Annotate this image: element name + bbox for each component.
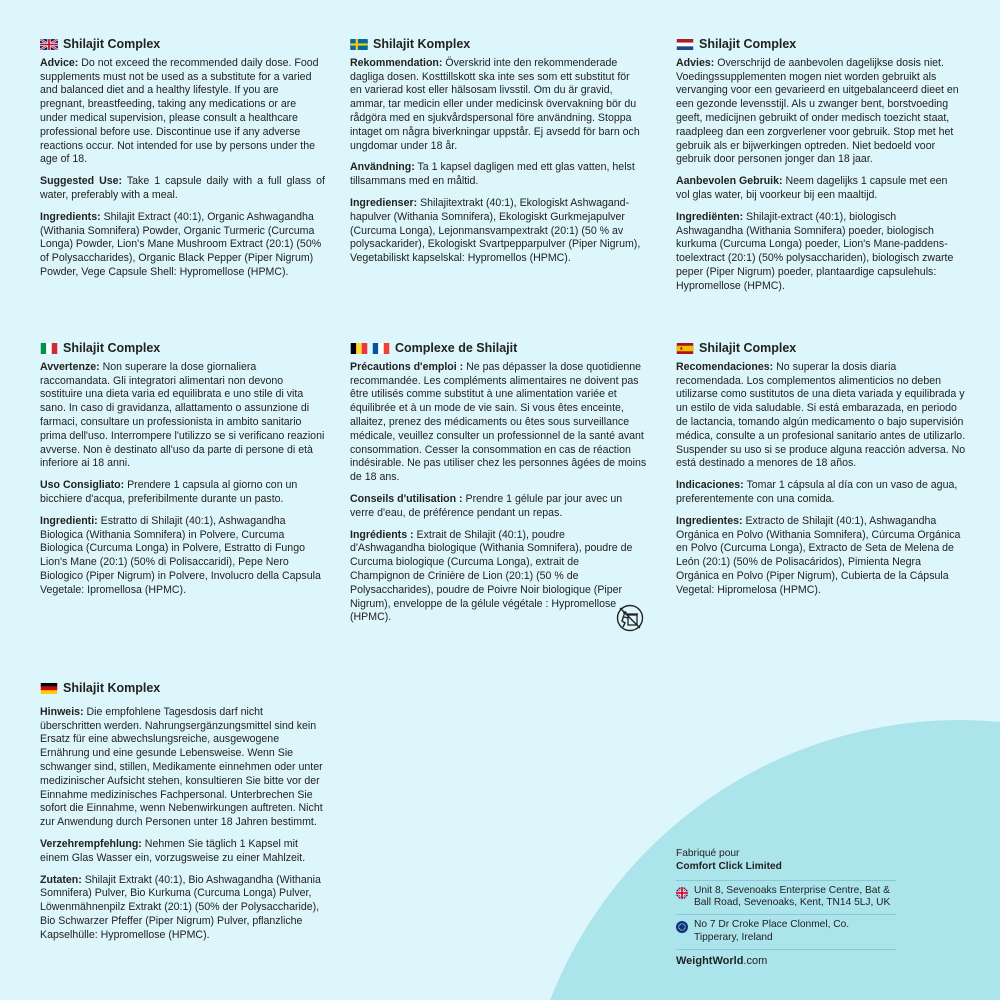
french-ingredients: Ingrédients : Extrait de Shilajit (40:1), poudre d'Ashwagandha biologique (Withania Somnifera), poudre de Curcuma biologique (Curcuma Longa), extrait de Champignon de Crinière de Lion (20:1) (50 % de Polysaccharides), poudre de Poivre Noir biologique (Piper Nigrum), enveloppe de la gélule végétale : Hypromellose (HPMC). (350, 528, 633, 624)
swedish-title: Shilajit Komplex (373, 37, 471, 51)
french-title: Complexe de Shilajit (395, 341, 518, 355)
dutch-title: Shilajit Complex (699, 37, 797, 51)
german-title: Shilajit Komplex (63, 681, 161, 695)
french-heading (350, 342, 648, 356)
dutch-advice: Advies: Overschrijd de aanbevolen dagelijkse dosis niet. Voedingssupplementen mogen niet worden gebruikt als vervanging voor een gevarieerd en uitgebalanceerd dieet en een gezonde levensstijl. Als u zwanger bent, borstvoeding geeft, medicijnen gebruikt of onder medisch toezicht staat, raadpleeg dan een zorgverlener voor gebruik. Stop met het gebruik als er bijwerkingen optreden. Niet bedoeld voor gebruik door personen jonger dan 18 jaar. (676, 56, 959, 166)
ie-address: No 7 Dr Croke Place Clonmel, Co. Tipperary, Ireland (694, 919, 850, 943)
made-for-label: Fabriqué pour (676, 848, 740, 859)
spain-flag-icon (676, 343, 694, 354)
german-advice: Hinweis: Die empfohlene Tagesdosis darf nicht überschritten werden. Nahrungsergänzungsmittel sind kein Ersatz für eine abwechslungsreiche, ausgewogene Ernährung und eine gesunde Lebensweise. Wenn Sie schwanger sind, stillen, Medikamente einnehmen oder unter medizinischer Aufsicht stehen, konsultieren Sie bitte vor der Einnahme medizinisches Fachpersonal. Unterbrechen Sie sofort die Einnahme, wenn Nebenwirkungen auftreten. Nicht zur Anwendung durch Personen unter 18 Jahren bestimmt. (40, 705, 323, 829)
eu-round-flag-icon (676, 921, 688, 933)
french-use: Conseils d'utilisation : Prendre 1 gélule par jour avec un verre d'eau, de préférence pendant un repas. (350, 492, 623, 519)
italian-section (40, 342, 328, 606)
manufacturer-info (676, 848, 896, 968)
dutch-use: Aanbevolen Gebruik: Neem dagelijks 1 capsule met een vol glas water, bij voorkeur bij een maaltijd. (676, 175, 948, 201)
recycling-bin-icon (616, 604, 644, 632)
english-use: Suggested Use: Take 1 capsule daily with a full glass of water, preferably with a meal. (40, 175, 325, 201)
german-ingredients: Zutaten: Shilajit Extrakt (40:1), Bio Ashwagandha (Withania Somnifera) Pulver, Bio Kurkuma (Curcuma Longa) Pulver, Löwenmähnenpilz Extrakt (20:1) (50% der Polysaccharide), Bio Schwarzer Pfeffer (Piper Nigrum) Pulver, pflanzliche Kapselhülle: Hypromellose (HPMC). (40, 873, 321, 941)
german-use: Verzehrempfehlung: Nehmen Sie täglich 1 Kapsel mit einem Glas Wasser ein, vorzugsweise zu einer Mahlzeit. (40, 837, 306, 864)
italian-heading (40, 342, 328, 356)
spanish-section (676, 342, 966, 606)
spanish-use: Indicaciones: Tomar 1 cápsula al día con un vaso de agua, preferentemente con una comida. (676, 479, 958, 505)
italian-title: Shilajit Complex (63, 341, 161, 355)
german-section (40, 682, 325, 951)
dutch-heading (676, 38, 962, 52)
spanish-title: Shilajit Complex (699, 341, 797, 355)
uk-flag-icon (40, 39, 58, 50)
italian-ingredients: Ingredienti: Estratto di Shilajit (40:1), Ashwagandha Biologica (Withania Somnifera) in Polvere, Curcuma Biologica (Curcuma Longa) in Polvere, Estratto di Fungo Lion's Mane (20:1) (50% di Polisaccaridi), Pepe Nero Biologico (Piper Nigrum) in Polvere, Involucro della Capsula Vegetale: Ipromellosa (HPMC). (40, 514, 321, 596)
company-name: Comfort Click Limited (676, 860, 782, 872)
dutch-section (676, 38, 962, 302)
english-title: Shilajit Complex (63, 37, 161, 51)
english-section (40, 38, 325, 288)
swedish-ingredients: Ingredienser: Shilajitextrakt (40:1), Ekologiskt Ashwagand-hapulver (Withania Somnifera), Ekologiskt Gurkmejapulver (Curcuma Longa), Lejonmansvampextrakt (20:1) (50 % av polysackarider), Ekologiskt Svartpepparpulver (Piper Nigrum), Vegetabiliskt kapselskal: Hypromellos (HPMC). (350, 196, 641, 265)
netherlands-flag-icon (676, 39, 694, 50)
uk-address-row (676, 880, 896, 915)
swedish-heading (350, 38, 642, 52)
german-heading (40, 682, 325, 696)
website: WeightWorld.com (676, 949, 896, 968)
italian-advice: Avvertenze: Non superare la dose giornaliera raccomandata. Gli integratori alimentari non devono sostituire una dieta varia ed equilibrata e uno stile di vita sano. In caso di gravidanza, allattamento o assunzione di farmaci, consultare un professionista in ambito sanitario prima dell'uso. Interrompere l'utilizzo se si verificano reazioni avverse. Non è destinato all'uso da parte di persone di età inferiore ai 18 anni. (40, 360, 325, 470)
spanish-ingredients: Ingredientes: Extracto de Shilajit (40:1), Ashwagandha Orgánica en Polvo (Withania Somnifera), Cúrcuma Orgánica en Polvo (Curcuma Longa), Extracto de Seta de Melena de León (20:1) (50% de Polisacáridos), Pimienta Negra Orgánica en Polvo (Piper Nigrum), Cubierta de la Cápsula Vegetal: Hipromelosa (HPMC). (676, 514, 961, 596)
english-ingredients: Ingredients: Shilajit Extract (40:1), Organic Ashwagandha (Withania Somnifera) Powder, Organic Turmeric (Curcuma Longa) Powder, Lion's Mane Mushroom Extract (20:1) (50% of Polysaccharides), Organic Black Pepper (Piper Nigrum) Powder, Vege Capsule Shell: Hypromellose (HPMC). (40, 210, 322, 278)
english-advice: Advice: Do not exceed the recommended daily dose. Food supplements must not be used as a substitute for a varied and balanced diet and a healthy lifestyle. If you are pregnant, breastfeeding, taking any medications or are under medical supervision, please consult a healthcare professional before use. Discontinue use if any adverse reactions occur. Not intended for use by persons under the age of 18. (40, 56, 319, 166)
italian-use: Uso Consigliato: Prendere 1 capsula al giorno con un bicchiere d'acqua, preferibilmente durante un pasto. (40, 479, 298, 505)
spanish-advice: Recomendaciones: No superar la dosis diaria recomendada. Los complementos alimenticios no deben utilizarse como sustitutos de una dieta variada y equilibrada y un estilo de vida saludable. Si está embarazada, en periodo de lactancia, tomando algún medicamento o bajo supervisión médica, consulte a un profesional sanitario antes de utilizarlo. Suspender su uso si se produce alguna reacción adversa. No está destinado a menores de 18 años. (676, 360, 966, 470)
spanish-heading (676, 342, 966, 356)
france-flag-icon (372, 343, 390, 354)
germany-flag-icon (40, 683, 58, 694)
uk-round-flag-icon (676, 887, 688, 899)
english-heading (40, 38, 325, 52)
swedish-use: Användning: Ta 1 kapsel dagligen med ett glas vatten, helst tillsammans med en måltid. (350, 161, 635, 188)
dutch-ingredients: Ingrediënten: Shilajit-extract (40:1), biologisch Ashwagandha (Withania Somnifera) poeder, biologisch kurkuma (Curcuma Longa) poeder, Lion's Mane-paddens-toelextract (20:1) (50% polysacchariden), biologisch zwarte peper (Piper Nigrum) poeder, plantaardige capsulehuls: Hypromellose (HPMC). (676, 210, 954, 292)
sweden-flag-icon (350, 39, 368, 50)
uk-address: Unit 8, Sevenoaks Enterprise Centre, Bat & Ball Road, Sevenoaks, Kent, TN14 5LJ, UK (694, 884, 891, 909)
french-advice: Précautions d'emploi : Ne pas dépasser la dose quotidienne recommandée. Les compléments alimentaires ne doivent pas être utilisés comme substitut à une alimentation variée et équilibrée et à un mode de vie sain. Si vous êtes enceinte, allaitez, prenez des médicaments ou êtes sous surveillance médicale, veuillez consulter un professionnel de la santé avant consommation. Cesser la consommation en cas de réaction indésirable. Ne pas utiliser chez les personnes âgées de moins de 18 ans. (350, 360, 647, 484)
swedish-section (350, 38, 642, 274)
eu-address-row (676, 914, 896, 949)
swedish-advice: Rekommendation: Överskrid inte den rekommenderade dagliga dosen. Kosttillskott ska inte ses som ett substitut för en varierad kost eller hälsosam livsstil. Om du är gravid, ammar, tar medicin eller under medicinsk övervakning bör du rådgöra med en sjukvårdspersonal före användning. Stoppa intaget om några biverkningar uppstår. Ej avsedd för barn och ungdomar under 18 år. (350, 56, 640, 152)
french-section (350, 342, 648, 633)
italy-flag-icon (40, 343, 58, 354)
belgium-flag-icon (350, 343, 368, 354)
